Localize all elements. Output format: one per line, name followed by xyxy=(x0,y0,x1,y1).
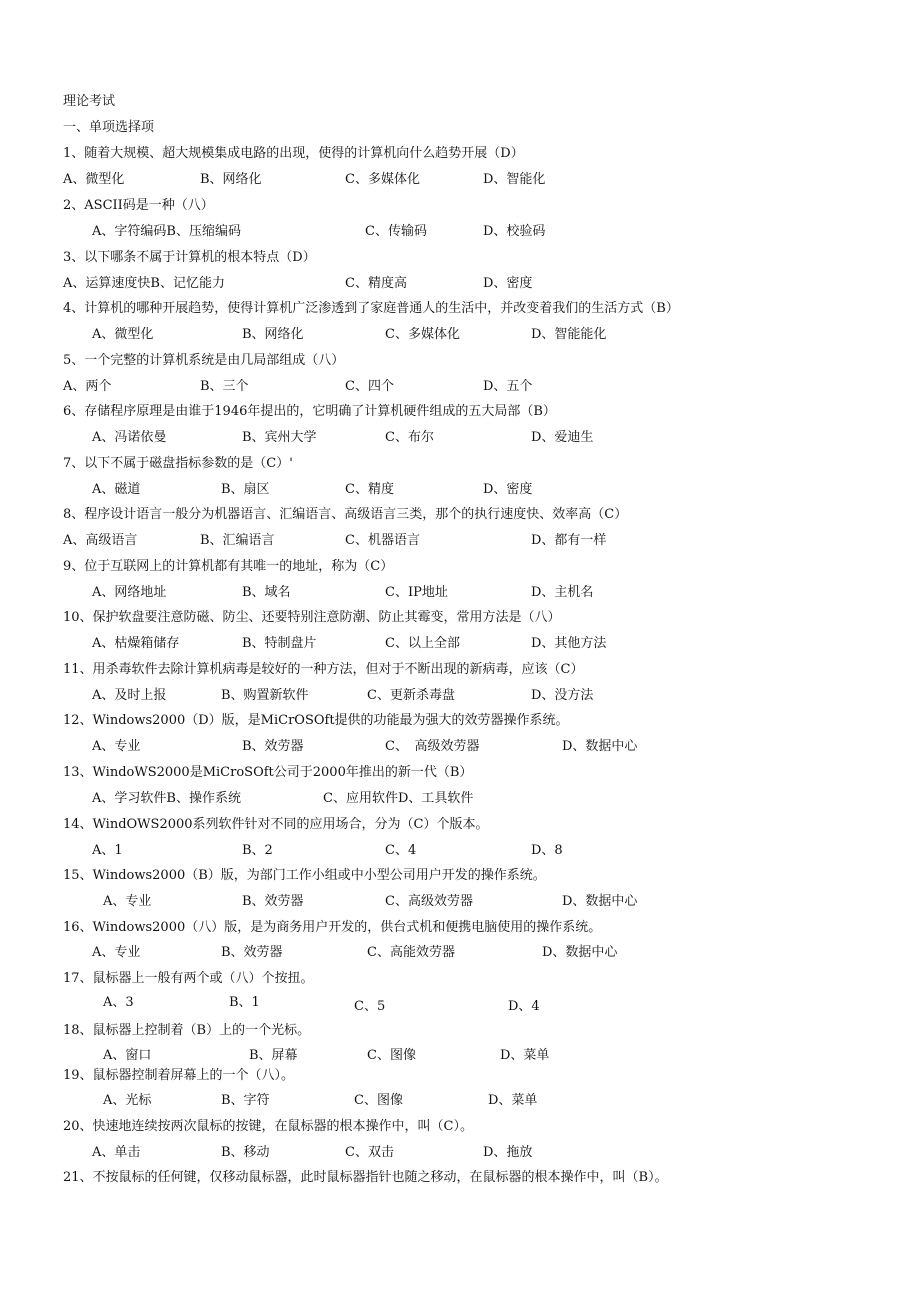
question-text: 19、鼠标器控制着屏幕上的一个（八）。 xyxy=(63,1068,295,1083)
option: A、单击 xyxy=(92,1145,141,1160)
option: B、宾州大学 xyxy=(242,430,317,445)
option: A、高级语言 xyxy=(63,533,138,548)
option: C、精度 xyxy=(345,482,394,497)
option: A、两个 xyxy=(63,379,112,394)
option: A、专业 xyxy=(103,894,152,909)
option: A、3 xyxy=(103,995,134,1010)
option: A、冯诺依曼 xyxy=(92,430,167,445)
option: A、学习软件B、操作系统 xyxy=(92,791,241,806)
option: D、密度 xyxy=(483,482,533,497)
question-text: 11、用杀毒软件去除计算机病毒是较好的一种方法，但对于不断出现的新病毒，应该（C） xyxy=(63,662,584,677)
option: B、字符 xyxy=(221,1093,270,1108)
option: D、其他方法 xyxy=(531,636,607,651)
option: D、数据中心 xyxy=(562,894,638,909)
option: D、智能化 xyxy=(483,172,546,187)
option: C、双击 xyxy=(345,1145,394,1160)
option: C、IP地址 xyxy=(385,585,448,600)
option: C、精度高 xyxy=(345,276,407,291)
option: B、汇编语言 xyxy=(200,533,275,548)
option: B、2 xyxy=(242,843,273,858)
option: D、4 xyxy=(508,999,540,1014)
option: B、1 xyxy=(229,995,260,1010)
option: D、菜单 xyxy=(488,1093,538,1108)
question-text: 2、ASCII码是一种（八） xyxy=(63,198,214,213)
question-text: 9、位于互联网上的计算机都有其唯一的地址，称为（C） xyxy=(63,559,394,574)
question-text: 14、WindOWS2000系列软件针对不同的应用场合，分为（C）个版本。 xyxy=(63,817,489,832)
option: C、多媒体化 xyxy=(385,327,460,342)
question-text: 12、Windows2000（D）版，是MiCrOSOft提供的功能最为强大的效劳器操作系统。 xyxy=(63,713,569,728)
question-text: 15、Windows2000（B）版，为部门工作小组或中小型公司用户开发的操作系统。 xyxy=(63,868,546,883)
question-text: 5、一个完整的计算机系统是由几局部组成（八） xyxy=(63,353,345,368)
option: D、8 xyxy=(531,843,563,858)
option: A、磁道 xyxy=(92,482,141,497)
option: C、多媒体化 xyxy=(345,172,420,187)
question-text: 7、以下不属于磁盘指标参数的是（C）' xyxy=(63,456,293,471)
option: C、机器语言 xyxy=(345,533,420,548)
question-text: 16、Windows2000（八）版，是为商务用户开发的，供台式机和便携电脑使用的操作系统。 xyxy=(63,920,602,935)
option: B、屏幕 xyxy=(249,1048,298,1063)
option: C、图像 xyxy=(354,1093,403,1108)
option: C、布尔 xyxy=(385,430,434,445)
question-text: 13、WindoWS2000是MiCroSOft公司于2000年推出的新一代（B） xyxy=(63,765,473,780)
option: B、购置新软件 xyxy=(221,688,309,703)
option: C、更新杀毒盘 xyxy=(367,688,455,703)
option: A、微型化 xyxy=(63,172,125,187)
option: C、四个 xyxy=(345,379,394,394)
option: D、数据中心 xyxy=(542,945,618,960)
option: B、域名 xyxy=(242,585,291,600)
option: C、以上全部 xyxy=(385,636,460,651)
question-text: 21、不按鼠标的任何键，仅移动鼠标器，此时鼠标器指针也随之移动，在鼠标器的根本操作中，叫（B）。 xyxy=(63,1170,668,1185)
question-text: 4、计算机的哪种开展趋势，使得计算机广泛渗透到了家庭普通人的生活中，并改变着我们的生活方式（B） xyxy=(63,301,679,316)
option: A、字符编码B、压缩编码 xyxy=(92,224,241,239)
option: D、菜单 xyxy=(500,1048,550,1063)
option: D、没方法 xyxy=(531,688,594,703)
option: A、光标 xyxy=(103,1093,152,1108)
question-text: 10、保护软盘要注意防磁、防尘、还要特别注意防潮、防止其霉变，常用方法是（八） xyxy=(63,610,561,625)
option: D、拖放 xyxy=(483,1145,533,1160)
option: C、传输码 xyxy=(365,224,427,239)
doc-title: 理论考试 xyxy=(63,94,116,109)
option: B、效劳器 xyxy=(242,894,304,909)
option: B、效劳器 xyxy=(242,739,304,754)
option: B、扇区 xyxy=(221,482,270,497)
question-text: 1、随着大规模、超大规模集成电路的出现，使得的计算机向什么趋势开展（D） xyxy=(63,146,524,161)
option: C、5 xyxy=(354,999,386,1014)
option: D、密度 xyxy=(483,276,533,291)
option: A、1 xyxy=(92,843,123,858)
option: D、智能能化 xyxy=(531,327,607,342)
option: B、特制盘片 xyxy=(242,636,317,651)
option: B、三个 xyxy=(200,379,249,394)
option: D、都有一样 xyxy=(531,533,607,548)
option: D、五个 xyxy=(483,379,533,394)
option: C、高能效劳器 xyxy=(367,945,455,960)
option: B、网络化 xyxy=(242,327,304,342)
option: D、主机名 xyxy=(531,585,594,600)
option: C、应用软件D、工具软件 xyxy=(323,791,474,806)
question-text: 6、存储程序原理是由谁于1946年提出的，它明确了计算机硬件组成的五大局部（B） xyxy=(63,404,556,419)
option: B、移动 xyxy=(221,1145,270,1160)
option: B、效劳器 xyxy=(221,945,283,960)
option: B、网络化 xyxy=(200,172,262,187)
question-text: 20、快速地连续按两次鼠标的按键，在鼠标器的根本操作中，叫（C）。 xyxy=(63,1119,473,1134)
option: A、微型化 xyxy=(92,327,154,342)
option: A、运算速度快B、记忆能力 xyxy=(63,276,225,291)
option: D、校验码 xyxy=(483,224,546,239)
option: A、专业 xyxy=(92,945,141,960)
option: A、专业 xyxy=(92,739,141,754)
option: D、数据中心 xyxy=(562,739,638,754)
option: A、窗口 xyxy=(103,1048,152,1063)
question-text: 18、鼠标器上控制着（B）上的一个光标。 xyxy=(63,1023,311,1038)
question-text: 8、程序设计语言一般分为机器语言、汇编语言、高级语言三类，那个的执行速度快、效率高（C） xyxy=(63,507,628,522)
option: C、4 xyxy=(385,843,417,858)
option: C、 高级效劳器 xyxy=(385,739,480,754)
question-text: 3、以下哪条不属于计算机的根本特点（D） xyxy=(63,250,316,265)
option: C、图像 xyxy=(367,1048,416,1063)
option: D、爱迪生 xyxy=(531,430,594,445)
option: A、网络地址 xyxy=(92,585,167,600)
option: A、枯燥箱储存 xyxy=(92,636,180,651)
option: A、及时上报 xyxy=(92,688,167,703)
section-heading: 一、单项选择项 xyxy=(63,120,155,135)
option: C、高级效劳器 xyxy=(385,894,473,909)
question-text: 17、鼠标器上一般有两个或（八）个按扭。 xyxy=(63,971,314,986)
